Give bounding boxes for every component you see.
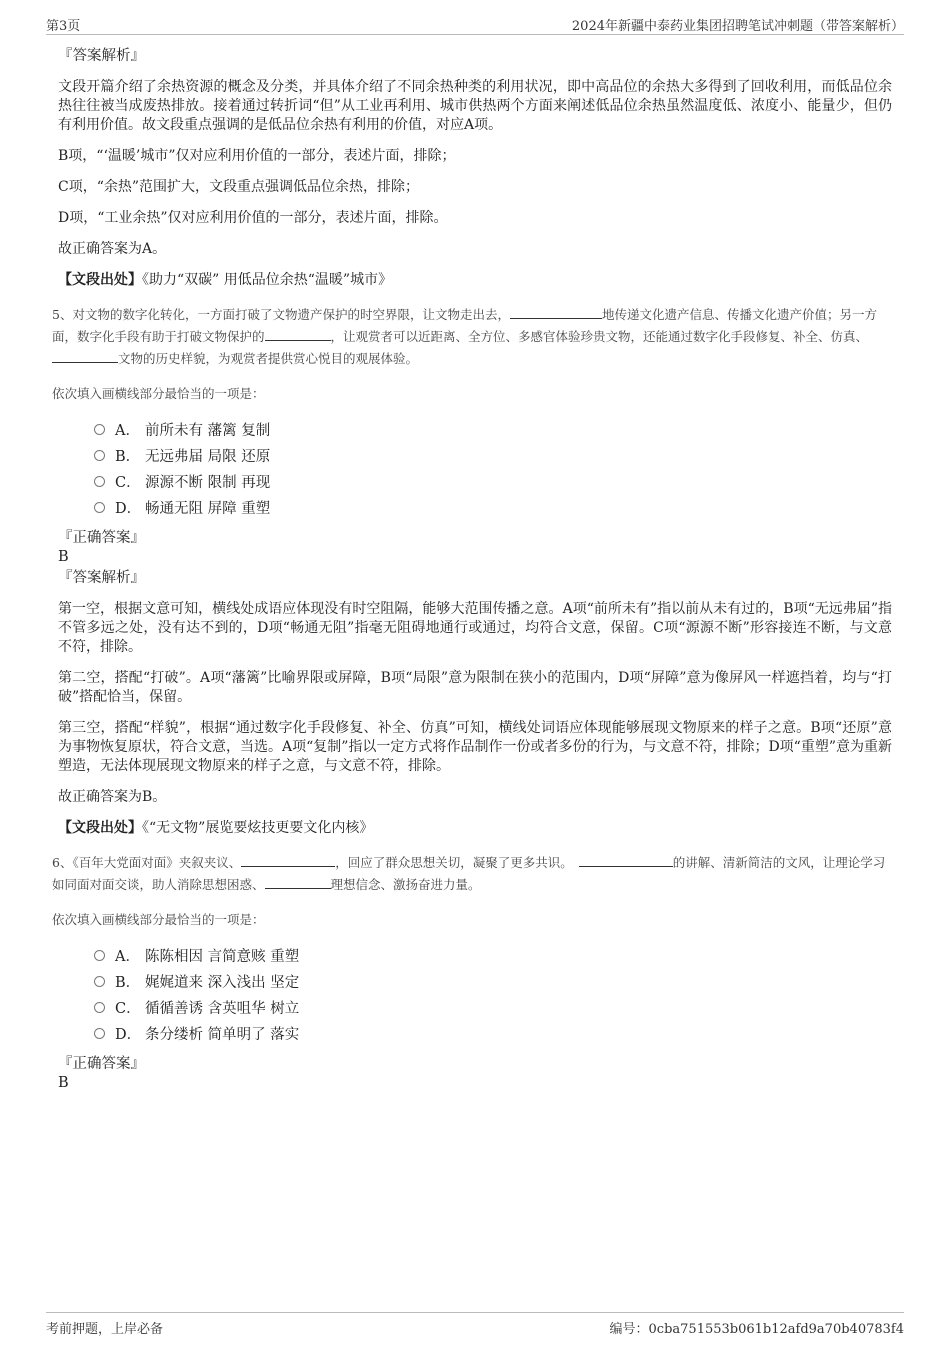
option-key: C．	[115, 1000, 141, 1017]
option-a[interactable]	[94, 942, 892, 968]
radio-icon[interactable]	[94, 476, 105, 487]
option-c[interactable]	[94, 994, 892, 1020]
radio-icon[interactable]	[94, 450, 105, 461]
radio-icon[interactable]	[94, 950, 105, 961]
source-title: 《助力“双碳” 用低品位余热“温暖”城市》	[142, 272, 393, 288]
page-number: 第3页	[46, 19, 81, 34]
correct-answer-label: 『正确答案』	[58, 1056, 145, 1072]
option-key: B．	[115, 448, 141, 465]
radio-icon[interactable]	[94, 424, 105, 435]
option-a[interactable]	[94, 416, 892, 442]
radio-icon[interactable]	[94, 502, 105, 513]
fill-blank	[265, 326, 331, 341]
analysis-label: 『答案解析』	[58, 48, 145, 64]
option-key: A．	[115, 948, 140, 965]
question-6-stem	[52, 852, 892, 896]
option-text: 娓娓道来 深入浅出 坚定	[145, 974, 300, 991]
fill-blank	[510, 304, 602, 319]
option-text: 陈陈相因 言简意赅 重塑	[145, 948, 300, 965]
option-text: 源源不断 限制 再现	[145, 474, 271, 491]
option-text: 前所未有 藩篱 复制	[145, 422, 271, 439]
question-text: 地传递文化遗产信息、传播文化遗产价值；另一方面，数字化手段有助于打破文物保护的	[52, 307, 877, 344]
fill-blank	[265, 874, 331, 889]
analysis-paragraph: 第三空，搭配“样貌”，根据“通过数字化手段修复、补全、仿真”可知，横线处词语应体现能够展现文物原来的样子之意。B项“还原”意为事物恢复原状，符合文意，当选。A项“复制”指以一定方式将作品制作一份或者多份的行为，与文意不符，排除；D项“重塑”意为重新塑造，无法体现展现文物原来的样子之意，与文意不符，排除。	[58, 720, 892, 774]
question-prompt: 依次填入画横线部分最恰当的一项是：	[52, 912, 265, 927]
question-text: 5、对文物的数字化转化，一方面打破了文物遗产保护的时空界限，让文物走出去，	[52, 307, 510, 322]
option-key: A．	[115, 422, 140, 439]
page-footer	[46, 1312, 904, 1337]
document-title: 2024年新疆中泰药业集团招聘笔试冲刺题（带答案解析）	[571, 19, 904, 34]
analysis-paragraph: 文段开篇介绍了余热资源的概念及分类，并具体介绍了不同余热种类的利用状况，即中高品位的余热大多得到了回收利用，而低品位余热往往被当成废热排放。接着通过转折词“但”从工业再利用、城市供热两个方面来阐述低品位余热虽然温度低、浓度小、能量少，但仍有利用价值。故文段重点强调的是低品位余热有利用的价值，对应A项。	[58, 79, 892, 133]
correct-answer: B	[58, 1075, 69, 1091]
question-text: 6、《百年大党面对面》夹叙夹议、	[52, 855, 242, 870]
analysis-paragraph: C项，“余热”范围扩大，文段重点强调低品位余热，排除；	[58, 179, 420, 195]
fill-blank	[241, 852, 335, 867]
fill-blank	[52, 348, 118, 363]
document-code: 编号：0cba751553b061b12afd9a70b40783f4	[609, 1322, 904, 1337]
option-b[interactable]	[94, 968, 892, 994]
option-text: 畅通无阻 屏障 重塑	[145, 500, 271, 517]
page-header	[46, 12, 904, 35]
source-label: 【文段出处】	[58, 820, 142, 836]
question-text: ，回应了群众思想关切，凝聚了更多共识。	[335, 855, 573, 870]
correct-answer-label: 『正确答案』	[58, 530, 145, 546]
radio-icon[interactable]	[94, 976, 105, 987]
source-line	[58, 819, 892, 838]
options-list	[94, 416, 892, 520]
option-text: 无远弗届 局限 还原	[145, 448, 271, 465]
option-c[interactable]	[94, 468, 892, 494]
question-5-stem	[52, 304, 892, 370]
conclusion: 故正确答案为A。	[58, 241, 167, 257]
analysis-paragraph: D项，“工业余热”仅对应利用价值的一部分，表述片面，排除。	[58, 210, 448, 226]
option-text: 循循善诱 含英咀华 树立	[145, 1000, 300, 1017]
question-text: 理想信念、激扬奋进力量。	[330, 877, 481, 892]
footer-slogan: 考前押题，上岸必备	[46, 1322, 164, 1337]
question-prompt: 依次填入画横线部分最恰当的一项是：	[52, 386, 265, 401]
option-key: D．	[115, 1026, 142, 1043]
source-label: 【文段出处】	[58, 272, 142, 288]
radio-icon[interactable]	[94, 1002, 105, 1013]
question-text: ，让观赏者可以近距离、全方位、多感官体验珍贵文物，还能通过数字化手段修复、补全、仿真、	[330, 329, 869, 344]
source-title: 《“无文物”展览要炫技更要文化内核》	[142, 820, 374, 836]
option-key: C．	[115, 474, 141, 491]
option-key: D．	[115, 500, 142, 517]
analysis-paragraph: 第一空，根据文意可知，横线处成语应体现没有时空阻隔，能够大范围传播之意。A项“前所未有”指以前从未有过的，B项“无远弗届”指不管多远之处，没有达不到的，D项“畅通无阻”指毫无阻碍地通行或通过，均符合文意，保留。C项“源源不断”形容接连不断，与文意不符，排除。	[58, 601, 892, 655]
option-text: 条分缕析 简单明了 落实	[145, 1026, 300, 1043]
option-key: B．	[115, 974, 141, 991]
radio-icon[interactable]	[94, 1028, 105, 1039]
fill-blank	[579, 852, 673, 867]
option-d[interactable]	[94, 494, 892, 520]
analysis-paragraph: B项，“‘温暖’城市”仅对应利用价值的一部分，表述片面，排除；	[58, 148, 456, 164]
analysis-label: 『答案解析』	[58, 570, 145, 586]
options-list	[94, 942, 892, 1046]
option-d[interactable]	[94, 1020, 892, 1046]
source-line	[58, 271, 892, 290]
question-text: 的讲解、清新简洁的文风，让理论学习如同面对面交谈，助人消除思想困惑、	[52, 855, 886, 892]
question-text: 文物的历史样貌，为观赏者提供赏心悦目的观展体验。	[118, 351, 419, 366]
correct-answer: B	[58, 549, 69, 565]
analysis-paragraph: 第二空，搭配“打破”。A项“藩篱”比喻界限或屏障，B项“局限”意为限制在狭小的范围内，D项“屏障”意为像屏风一样遮挡着，均与“打破”搭配恰当，保留。	[58, 670, 892, 705]
document-body	[52, 38, 892, 1092]
conclusion: 故正确答案为B。	[58, 789, 167, 805]
option-b[interactable]	[94, 442, 892, 468]
